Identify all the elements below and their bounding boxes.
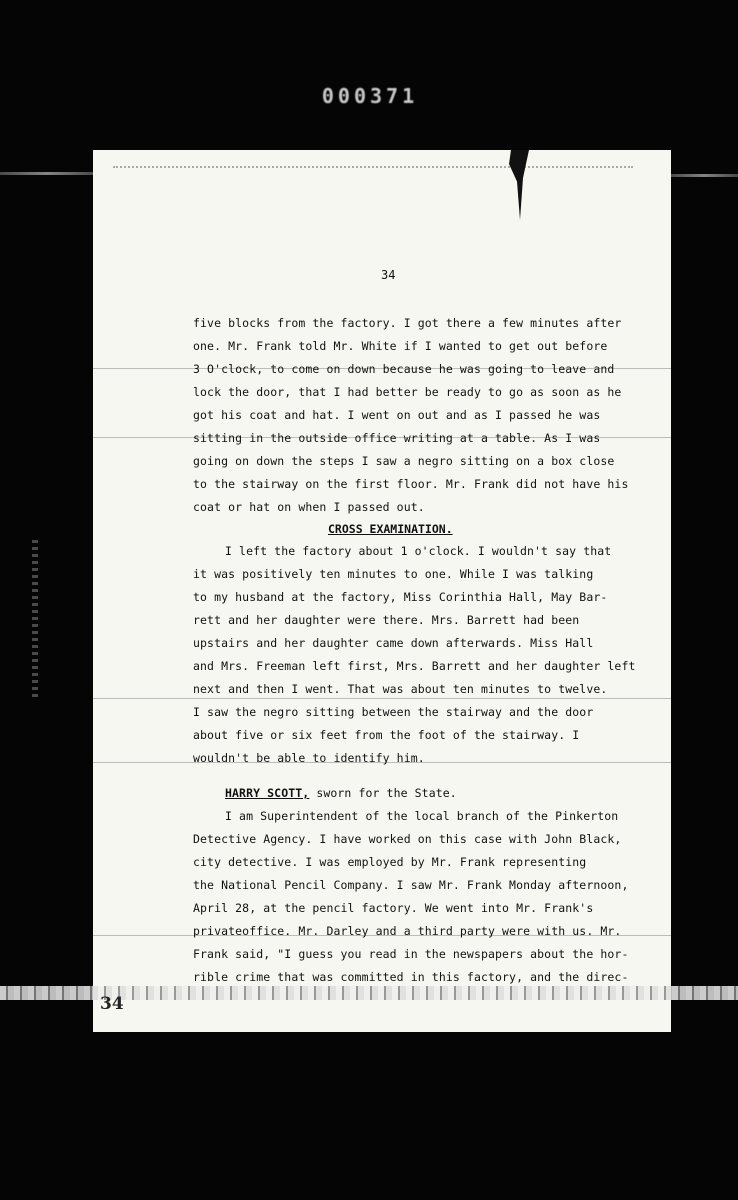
film-streak-right [670,174,738,177]
text-line: next and then I went. That was about ten minutes to twelve. [193,682,608,696]
witness-name: HARRY SCOTT, [225,786,310,800]
text-line: Frank said, "I guess you read in the newspapers about the hor- [193,947,629,961]
text-line: rett and her daughter were there. Mrs. Barrett had been [193,613,580,627]
page-number: 34 [381,268,396,282]
witness-line [225,786,457,800]
text-line: about five or six feet from the foot of the stairway. I [193,728,580,742]
text-line: 3 O'clock, to come on down because he was going to leave and [193,362,615,376]
text-line: privateoffice. Mr. Darley and a third party were with us. Mr. [193,924,622,938]
text-line: one. Mr. Frank told Mr. White if I wanted to get out before [193,339,608,353]
text-line: sitting in the outside office writing at a table. As I was [193,431,601,445]
text-line: I left the factory about 1 o'clock. I wouldn't say that [225,544,612,558]
text-line: to the stairway on the first floor. Mr. Frank did not have his [193,477,629,491]
text-line: rible crime that was committed in this factory, and the direc- [193,970,629,984]
text-line: I am Superintendent of the local branch of the Pinkerton [225,809,619,823]
text-line: I saw the negro sitting between the stairway and the door [193,705,594,719]
frame-number: 000371 [321,84,419,108]
top-edge-noise [113,166,633,186]
witness-sworn: sworn for the State. [309,786,457,800]
text-line: it was positively ten minutes to one. While I was talking [193,567,594,581]
text-line: Detective Agency. I have worked on this case with John Black, [193,832,622,846]
text-line: city detective. I was employed by Mr. Frank representing [193,855,587,869]
text-line: got his coat and hat. I went on out and as I passed he was [193,408,601,422]
text-line: the National Pencil Company. I saw Mr. Frank Monday afternoon, [193,878,629,892]
document-page [93,150,671,1032]
text-line: lock the door, that I had better be ready to go as soon as he [193,385,622,399]
text-line: to my husband at the factory, Miss Corinthia Hall, May Bar- [193,590,608,604]
text-line: going on down the steps I saw a negro sitting on a box close [193,454,615,468]
ruled-line [93,698,671,699]
film-streak-left [0,172,95,175]
text-line: upstairs and her daughter came down afterwards. Miss Hall [193,636,594,650]
text-line: wouldn't be able to identify him. [193,751,425,765]
film-speckle [32,540,38,700]
text-line: April 28, at the pencil factory. We went into Mr. Frank's [193,901,594,915]
cross-examination-heading: CROSS EXAMINATION. [328,522,453,536]
text-line: coat or hat on when I passed out. [193,500,425,514]
text-line: five blocks from the factory. I got there a few minutes after [193,316,622,330]
margin-page-number: 34 [100,994,124,1014]
text-line: and Mrs. Freeman left first, Mrs. Barrett and her daughter left [193,659,636,673]
